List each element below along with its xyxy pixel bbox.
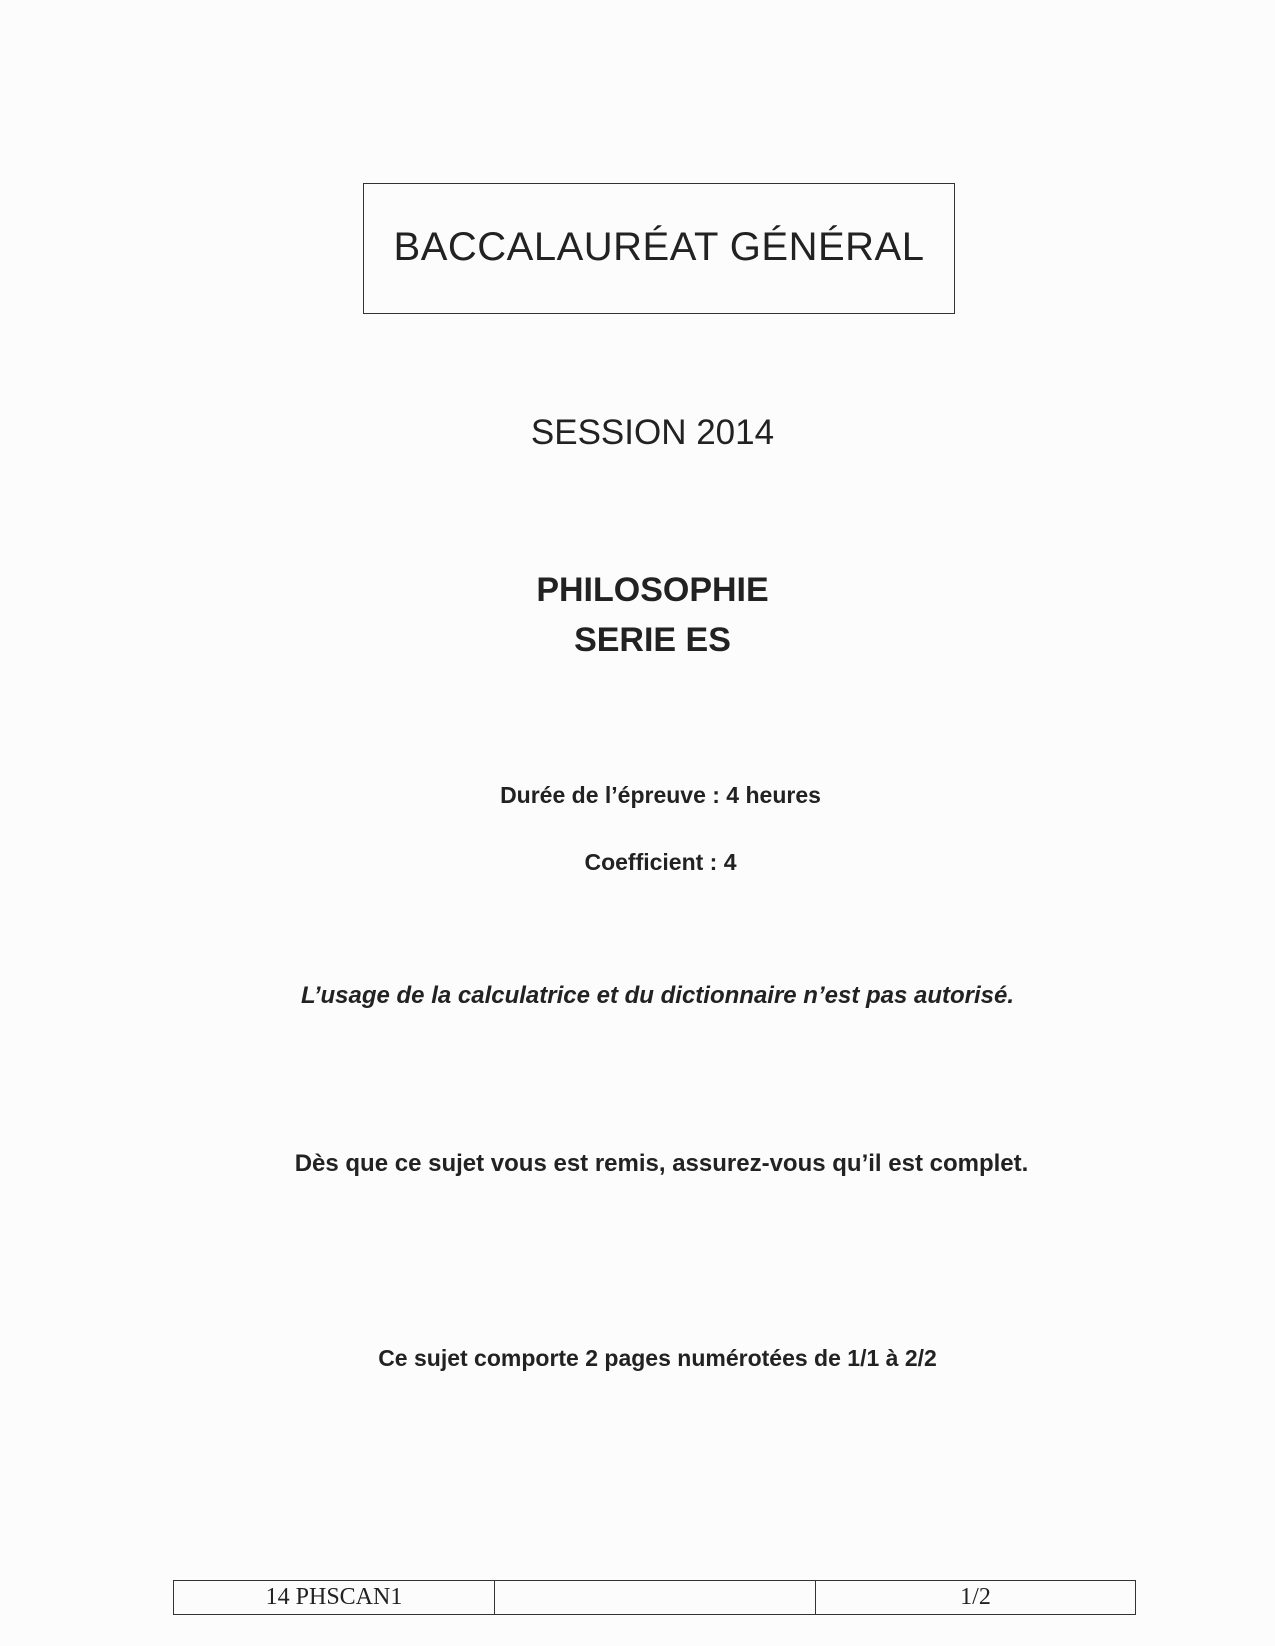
page-count-notice: Ce sujet comporte 2 pages numérotées de 1/1 à 2/2 [378,1345,937,1371]
footer-page-number: 1/2 [960,1584,991,1610]
exam-coefficient: Coefficient : 4 [584,849,737,875]
subject-block [15,565,1275,665]
subject-name: PHILOSOPHIE [536,571,769,609]
footer-subject-code: 14 PHSCAN1 [174,1581,495,1614]
calculator-notice: L’usage de la calculatrice et du dictionnaire n’est pas autorisé. [300,982,1015,1009]
footer-empty-cell [495,1581,816,1614]
exam-title: BACCALAURÉAT GÉNÉRAL [393,225,925,269]
subject-series: SERIE ES [574,621,731,659]
session-label: SESSION 2014 [530,413,775,452]
completeness-notice: Dès que ce sujet vous est remis, assurez-vous qu’il est complet. [294,1150,1029,1177]
title-box [363,183,955,314]
footer-table [173,1580,1136,1615]
exam-duration: Durée de l’épreuve : 4 heures [500,782,821,808]
